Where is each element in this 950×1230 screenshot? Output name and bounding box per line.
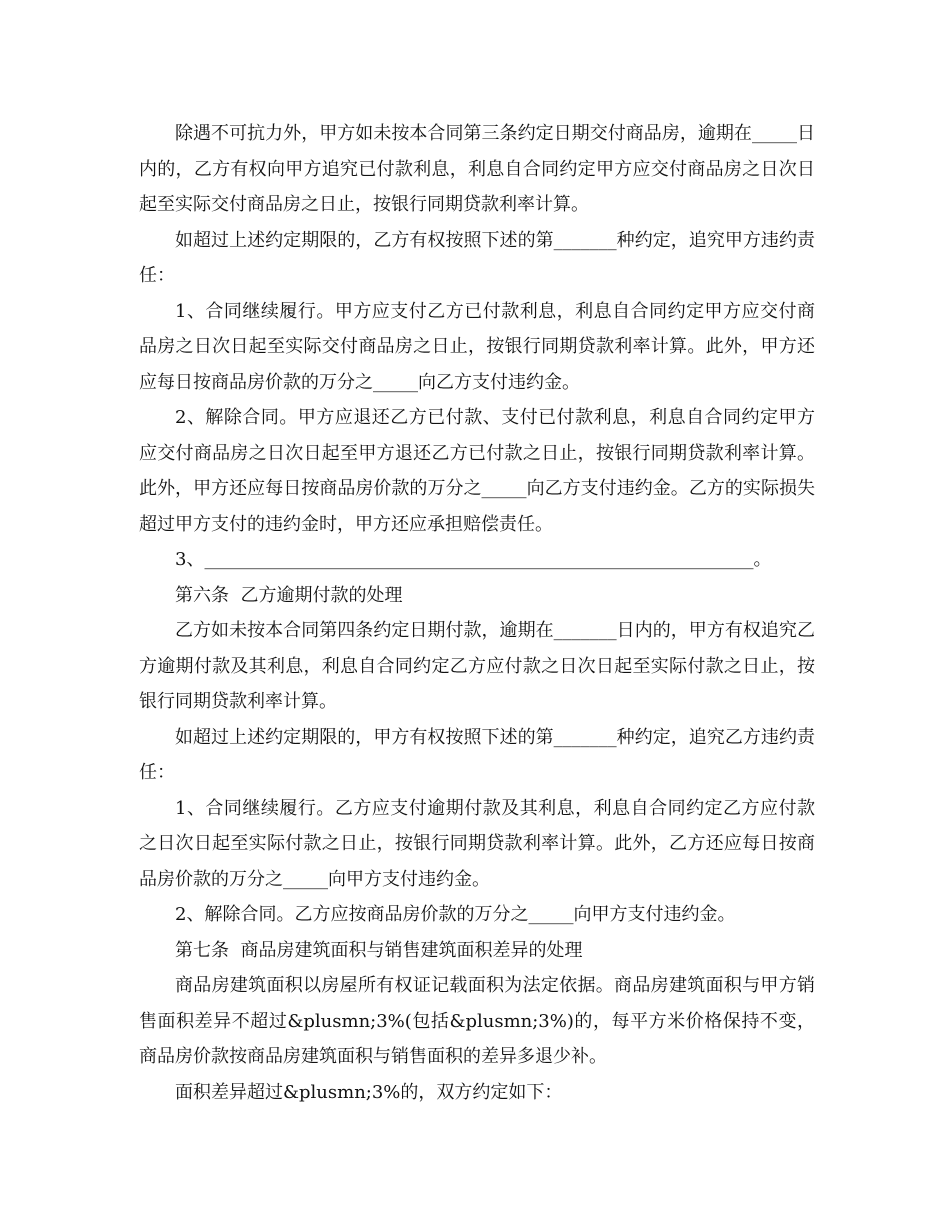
paragraph-area-basis: 商品房建筑面积以房屋所有权证记载面积为法定依据。商品房建筑面积与甲方销售面积差异不超过&plusmn;3%(包括&plusmn;3%)的，每平方米价格保持不变，商品房价款按商品房建筑面积与销售面积的差异多退少补。 <box>139 975 815 1067</box>
paragraph-force-majeure: 除遇不可抗力外，甲方如未按本合同第三条约定日期交付商品房，逾期在_____日内的，乙方有权向甲方追究已付款利息，利息自合同约定甲方应交付商品房之日次日起至实际交付商品房之日止，按银行同期贷款利率计算。 <box>139 123 815 215</box>
paragraph-area-difference: 面积差异超过&plusmn;3%的，双方约定如下： <box>175 1081 563 1103</box>
paragraph-buyer-overdue-options: 如超过上述约定期限的，甲方有权按照下述的第_______种约定，追究乙方违约责任： <box>139 726 815 783</box>
paragraph-buyer-overdue: 乙方如未按本合同第四条约定日期付款，逾期在_______日内的，甲方有权追究乙方逾期付款及其利息，利息自合同约定乙方应付款之日次日起至实际付款之日止，按银行同期贷款利率计算。 <box>139 620 815 712</box>
paragraph-seller-overdue-options: 如超过上述约定期限的，乙方有权按照下述的第_______种约定，追究甲方违约责任： <box>139 229 815 286</box>
section-heading-article-6: 第六条 乙方逾期付款的处理 <box>175 584 403 606</box>
paragraph-buyer-option-2: 2、解除合同。乙方应按商品房价款的万分之_____向甲方支付违约金。 <box>175 904 736 925</box>
section-heading-article-7: 第七条 商品房建筑面积与销售建筑面积差异的处理 <box>175 939 583 961</box>
document-body <box>139 116 815 1110</box>
paragraph-seller-option-1: 1、合同继续履行。甲方应支付乙方已付款利息，利息自合同约定甲方应交付商品房之日次日起至实际交付商品房之日止，按银行同期贷款利率计算。此外，甲方还应每日按商品房价款的万分之_____向乙方支付违约金。 <box>139 300 815 393</box>
paragraph-seller-option-2: 2、解除合同。甲方应退还乙方已付款、支付已付款利息，利息自合同约定甲方应交付商品房之日次日起至甲方退还乙方已付款之日止，按银行同期贷款利率计算。此外，甲方还应每日按商品房价款的万分之_____向乙方支付违约金。乙方的实际损失超过甲方支付的违约金时，甲方还应承担赔偿责任。 <box>139 407 815 535</box>
paragraph-seller-option-3: 3、_____________________________________________________________。 <box>175 549 772 570</box>
paragraph-buyer-option-1: 1、合同继续履行。乙方应支付逾期付款及其利息，利息自合同约定乙方应付款之日次日起至实际付款之日止，按银行同期贷款利率计算。此外，乙方还应每日按商品房价款的万分之_____向甲方支付违约金。 <box>139 797 815 890</box>
